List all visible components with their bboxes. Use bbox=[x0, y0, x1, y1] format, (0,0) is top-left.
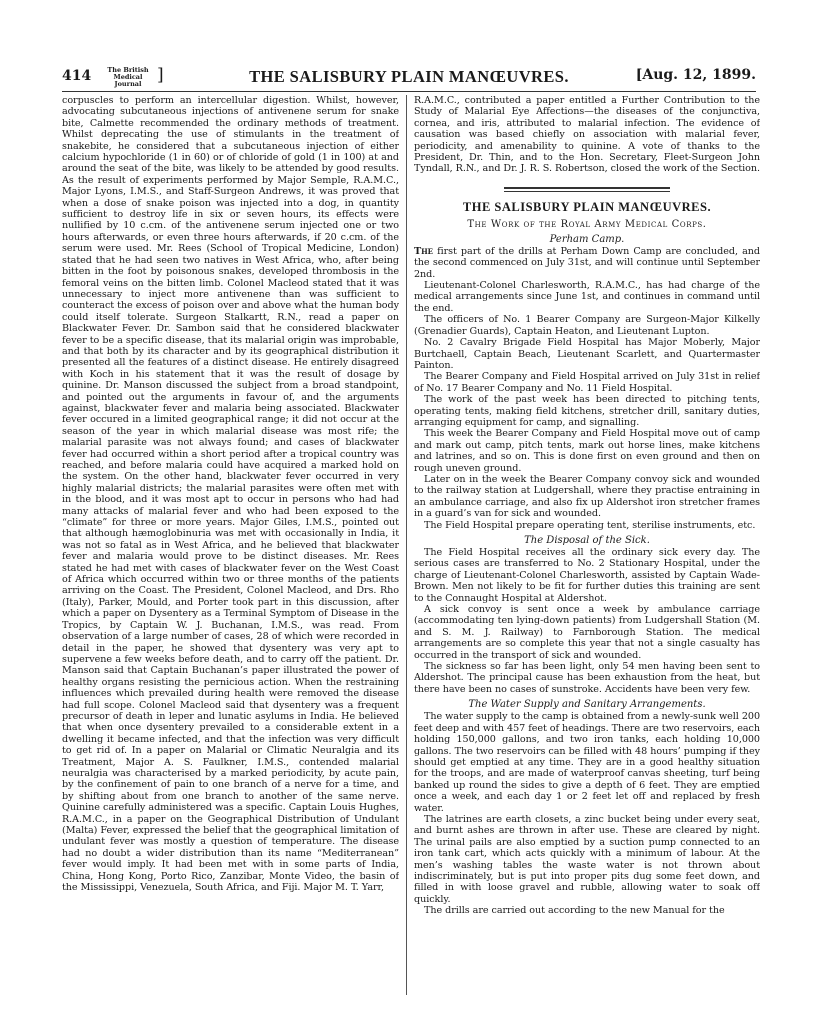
running-title: THE SALISBURY PLAIN MANŒUVRES. bbox=[249, 67, 569, 86]
paragraph: The sickness so far has been light, only 54 men having been sent to Aldershot. The principal cause has been exhaustion from the heat, but there have been no cases of sunstroke. Accidents have been very few. bbox=[414, 661, 760, 695]
paragraph: The work of the past week has been directed to pitching tents, operating tents, making field kitchens, stretcher drill, sanitary duties, arranging equipment for camp, and signalling. bbox=[414, 394, 760, 428]
header-rule bbox=[62, 91, 756, 92]
section-heading-disposal-of-sick: The Disposal of the Sick. bbox=[524, 535, 650, 546]
paragraph: The Field Hospital prepare operating tent, sterilise instruments, etc. bbox=[424, 519, 756, 531]
paragraph: A sick convoy is sent once a week by ambulance carriage (accommodating ten lying-down patients) from Ludgershall Station (M. and S. M. J. Railway) to Farnborough Station. The medical arrangements are so complete this year that not a single casualty has occurred in the transport of sick and wounded. bbox=[414, 604, 760, 661]
article-lead-paragraph bbox=[414, 246, 760, 280]
paragraph: The Field Hospital receives all the ordinary sick every day. The serious cases are transferred to No. 2 Stationary Hospital, under the charge of Lieutenant-Colonel Charlesworth, assisted by Captain Wade-Brown. Men not likely to be fit for further duties this training are sent to the Connaught Hospital at Aldershot. bbox=[414, 547, 760, 604]
page-number: 414 bbox=[62, 68, 92, 84]
section-heading-water-supply: The Water Supply and Sanitary Arrangements. bbox=[468, 699, 706, 711]
paragraph: The Bearer Company and Field Hospital arrived on July 31st in relief of No. 17 Bearer Company and No. 11 Field Hospital. bbox=[414, 371, 760, 394]
lead-first-word: The bbox=[414, 245, 433, 257]
paragraph: Lieutenant-Colonel Charlesworth, R.A.M.C., has had charge of the medical arrangements since June 1st, and continues in command until the end. bbox=[414, 280, 760, 314]
lead-text: first part of the drills at Perham Down Camp are concluded, and the second commenced on July 31st, and will continue until September 2nd. bbox=[414, 245, 760, 280]
journal-name-line2: Medical Journal bbox=[113, 73, 143, 88]
header-bracket: ] bbox=[157, 65, 164, 85]
running-header bbox=[62, 66, 756, 90]
article-rule-thin bbox=[504, 191, 670, 192]
paragraph: This week the Bearer Company and Field Hospital move out of camp and mark out camp, pitch tents, mark out horse lines, make kitchens and latrines, and so on. This is done first on even ground and then on rough uneven ground. bbox=[414, 428, 760, 474]
paragraph: Later on in the week the Bearer Company convoy sick and wounded to the railway station at Ludgershall, where they practise entraining in an ambulance carriage, and also fix up Aldershot iron stretcher frames in a guard’s van for sick and wounded. bbox=[414, 473, 760, 520]
paragraph: The drills are carried out according to the new Manual for the bbox=[424, 905, 725, 917]
left-paragraph: corpuscles to perform an intercellular digestion. Whilst, however, advocating subcutaneous injections of antivenene serum for snake bite, Calmette recommended the ordinary methods of treatment. Whilst deprecating the use of stimulants in the treatment of snakebite, he considered that a subcutaneous injection of either calcium hypochloride (1 in 60) or of chloride of gold (1 in 100) at and around the seat of the bite, was likely to be attended by good results. As the result of experiments performed by Major Semple, R.A.M.C., Major Lyons, I.M.S., and Staff-Surgeon Andrews, it was proved that when a dose of snake poison was injected into a dog, in quantity sufficient to destroy life in six or seven hours, its effects were nullified by 10 c.cm. of the antivenene serum injected one or two hours afterwards, or even three hours afterwards, if 20 c.cm. of the serum were used. Mr. Rees (School of Tropical Medicine, London) stated that he had seen two natives in West Africa, who, after being bitten in the foot by poisonous snakes, developed thrombosis in the femoral veins on the bitten limb. Colonel Macleod stated that it was unnecessary to inject more antivenene than was sufficient to counteract the excess of poison over and above what the human body could itself tolerate. Surgeon Stalkartt, R.N., read a paper on Blackwater Fever. Dr. Sambon said that he considered blackwater fever to be a specific disease, that its malarial origin was improbable, and that both by its character and by its geographical distribution it presented all the features of a distinct disease. He entirely disagreed with Koch in his statement that it was the result of dosage by quinine. Dr. Manson discussed the subject from a broad standpoint, and pointed out the arguments in favour of, and the arguments against, blackwater fever and malaria being associated. Blackwater fever occured in a limited geographical range; it did not occur at the season of the year in which malarial disease was most rife; the malarial parasite was not always found; and cases of blackwater fever had occurred within a short period after a tropical country was reached, and before malaria could have acquired a marked hold on the system. On the other hand, blackwater fever occurred in very highly malarial districts; the malarial parasites were often met with in the blood, and it was most apt to occur in persons who had had many attacks of malarial fever and who had been exposed to the “climate” for three or more years. Major Giles, I.M.S., pointed out that although hæmoglobinuria was met with occasionally in India, it was not so fatal as in West Africa, and he believed that blackwater fever and malaria would prove to be distinct diseases. Mr. Rees stated he had met with cases of blackwater fever on the West Coast of Africa which occurred within two or three months of the patients arriving on the Coast. The President, Colonel Macleod, and Drs. Rho (Italy), Parker, Mould, and Porter took part in this discussion, after which a paper on Dysentery as a Terminal Symptom of Disease in the Tropics, by Captain W. J. Buchanan, I.M.S., was read. From observation of a large number of cases, 28 of which were recorded in detail in the paper, he showed that dysentery was very apt to supervene a few weeks before death, and to carry off the patient. Dr. Manson said that Captain Buchanan’s paper illustrated the power of healthy organs resisting the pernicious action. When the restraining influences which prevailed during health were removed the disease had full scope. Colonel Macleod said that dysentery was a frequent precursor of death in leper and lunatic asylums in India. He believed that when once dysentery prevailed to a considerable extent in a dwelling it became infected, and that the infection was very difficult to get rid of. In a paper on Malarial or Climatic Neuralgia and its Treatment, Major A. S. Faulkner, I.M.S., contended malarial neuralgia was characterised by a marked periodicity, by acute pain, by the confinement of pain to one branch of a nerve for a time, and by shifting about from one branch to another of the same nerve. Quinine carefully administered was a specific. Captain Louis Hughes, R.A.M.C., in a paper on the Geographical Distribution of Undulant (Malta) Fever, expressed the belief that the geographical limitation of undulant fever was mostly a question of temperature. The disease had no doubt a wider distribution than its name “Mediterranean” fever would imply. It had been met with in some parts of India, China, Hong Kong, Porto Rico, Zanzibar, Monte Video, the basin of the Mississippi, Venezuela, South Africa, and Fiji. Major M. T. Yarr, bbox=[62, 95, 399, 894]
issue-date: [Aug. 12, 1899. bbox=[635, 67, 756, 83]
section-closing-paragraph: R.A.M.C., contributed a paper entitled a Further Contribution to the Study of Malarial Eye Affections—the diseases of the conjunctiva, cornea, and iris, attributed to malarial infection. The evidence of causation was based chiefly on association with malarial fever, periodicity, and amenability to quinine. A vote of thanks to the President, Dr. Thin, and to the Hon. Secretary, Fleet-Surgeon John Tyndall, R.N., and Dr. J. R. S. Robertson, closed the work of the Section. bbox=[414, 95, 760, 175]
left-column bbox=[62, 95, 399, 1000]
article-rule-thick bbox=[504, 187, 670, 189]
section-heading-perham-camp: Perham Camp. bbox=[549, 233, 625, 245]
journal-name-line1: The British bbox=[107, 66, 149, 74]
paragraph: The latrines are earth closets, a zinc bucket being under every seat, and burnt ashes are thrown in after use. These are cleared by night. The urinal pails are also emptied by a suction pump connected to an iron tank cart, which acts quickly with a minimum of labour. At the men’s washing tables the waste water is not thrown about indiscriminately, but is put into proper pits dug some feet down, and filled in with loose gravel and rubble, allowing water to soak off quickly. bbox=[414, 813, 760, 905]
paragraph: The officers of No. 1 Bearer Company are Surgeon-Major Kilkelly (Grenadier Guards), Captain Heaton, and Lieutenant Lupton. bbox=[414, 314, 760, 337]
paragraph: No. 2 Cavalry Brigade Field Hospital has Major Moberly, Major Burtchaell, Captain Beach, Lieutenant Scarlett, and Quartermaster Painton. bbox=[414, 337, 760, 371]
paragraph: The water supply to the camp is obtained from a newly-sunk well 200 feet deep and with 457 feet of headings. There are two reservoirs, each holding 150,000 gallons, and two iron tanks, each holding 10,000 gallons. The two reservoirs can be filled with 48 hours’ pumping if they should get emptied at any time. They are in a good healthy situation for the troops, and are made of waterproof canvas sheeting, turf being banked up round the sides to give a depth of 6 feet. They are emptied once a week, and each day 1 or 2 feet let off and replaced by fresh water. bbox=[414, 711, 760, 814]
article-title: THE SALISBURY PLAIN MANŒUVRES. bbox=[462, 199, 712, 214]
column-divider bbox=[406, 95, 407, 995]
right-column bbox=[414, 95, 760, 1000]
article-subtitle: The Work of the Royal Army Medical Corps. bbox=[467, 218, 707, 230]
